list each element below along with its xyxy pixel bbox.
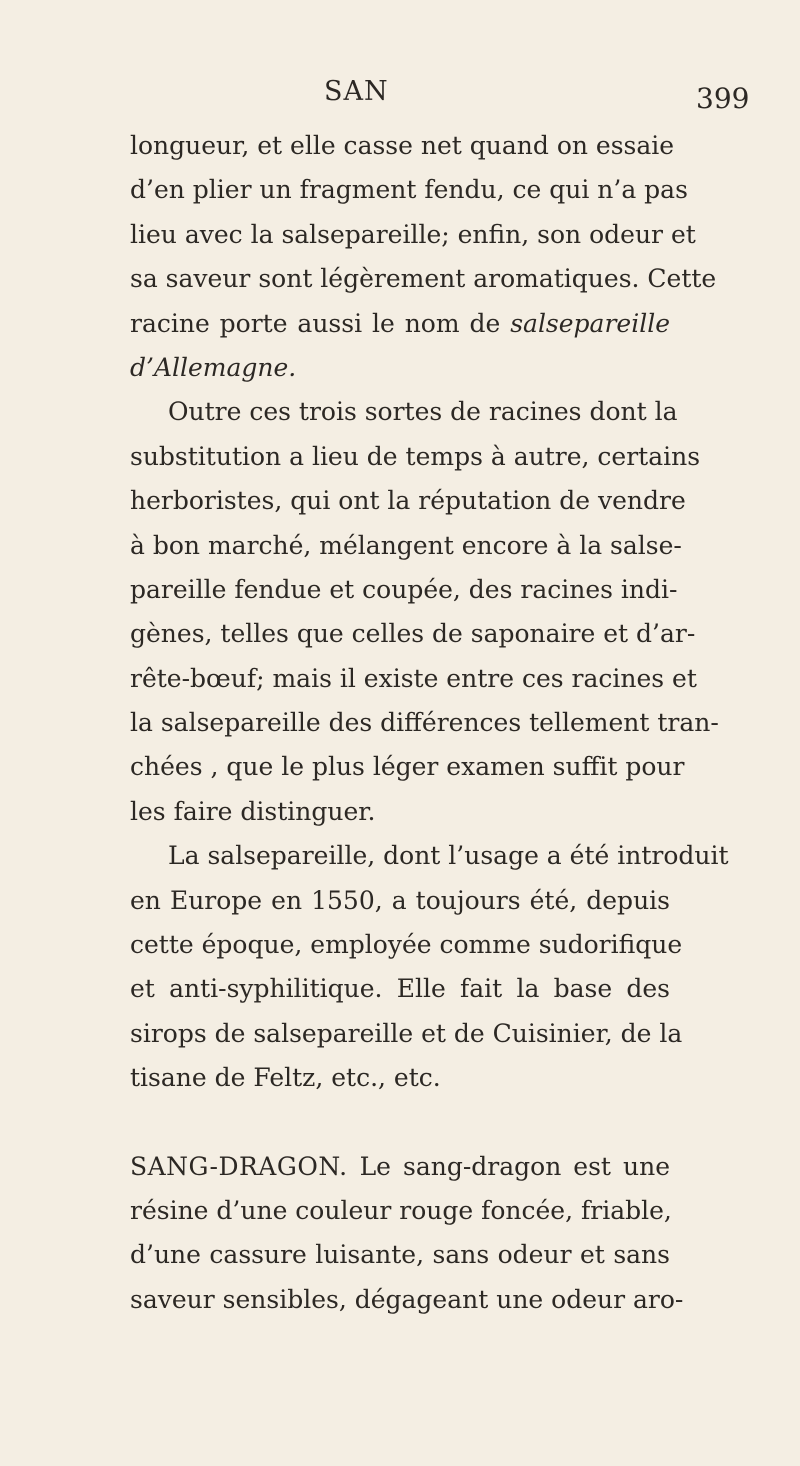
- text-line: [130, 302, 670, 346]
- text-line: rête-bœuf; mais il existe entre ces racines et: [130, 663, 697, 693]
- text-line: cette époque, employée comme sudorifique: [130, 930, 683, 960]
- text-line: tisane de Feltz, etc., etc.: [130, 1063, 441, 1093]
- entry-headword: SANG-DRAGON.: [130, 1151, 348, 1181]
- page-number: 399: [696, 82, 750, 115]
- text-line: à bon marché, mélangent encore à la salse-: [130, 530, 682, 560]
- text-line: et anti-syphilitique. Elle fait la base des: [130, 974, 670, 1004]
- text-line: en Europe en 1550, a toujours été, depuis: [130, 885, 670, 915]
- entry-sang-dragon: [130, 1145, 684, 1323]
- text-line: sa saveur sont légèrement aromatiques. Cette: [130, 264, 717, 294]
- text-line: substitution a lieu de temps à autre, certains: [130, 441, 701, 471]
- running-title: SAN: [324, 76, 389, 107]
- text-line: saveur sensibles, dégageant une odeur aro-: [130, 1284, 684, 1314]
- entry-separator: [130, 1101, 670, 1145]
- text-line: la salsepareille des différences tellement tran-: [130, 708, 719, 738]
- text-line: pareille fendue et coupée, des racines indi-: [130, 574, 678, 604]
- text-line: La salsepareille, dont l’usage a été introduit: [168, 841, 729, 871]
- text-line: d’une cassure luisante, sans odeur et sans: [130, 1240, 670, 1270]
- text-line: résine d’une couleur rouge foncée, friable,: [130, 1195, 672, 1225]
- text-line: longueur, et elle casse net quand on essaie: [130, 131, 675, 160]
- text-line: [130, 1145, 670, 1189]
- text-line: lieu avec la salsepareille; enfin, son odeur et: [130, 219, 696, 249]
- paragraph-substitution: [130, 390, 719, 834]
- text-line: les faire distinguer.: [130, 796, 376, 826]
- paragraph-usage: [130, 834, 729, 1100]
- text-line: gènes, telles que celles de saponaire et d’ar-: [130, 619, 696, 649]
- italic-term: salsepareille: [510, 308, 670, 338]
- page-body: [130, 124, 729, 1322]
- paragraph-salsepareille-allemagne: [130, 124, 717, 390]
- text-line: herboristes, qui ont la réputation de vendre: [130, 486, 686, 516]
- text-fragment: racine porte aussi le nom de: [130, 308, 511, 338]
- text-line: chées , que le plus léger examen suffit pour: [130, 752, 685, 782]
- italic-term-line: d’Allemagne.: [130, 352, 297, 382]
- text-line: sirops de salsepareille et de Cuisinier, de la: [130, 1018, 683, 1048]
- text-fragment: Le sang-dragon est une: [347, 1151, 670, 1181]
- text-line: d’en plier un fragment fendu, ce qui n’a pas: [130, 175, 688, 205]
- text-line: Outre ces trois sortes de racines dont la: [168, 397, 678, 427]
